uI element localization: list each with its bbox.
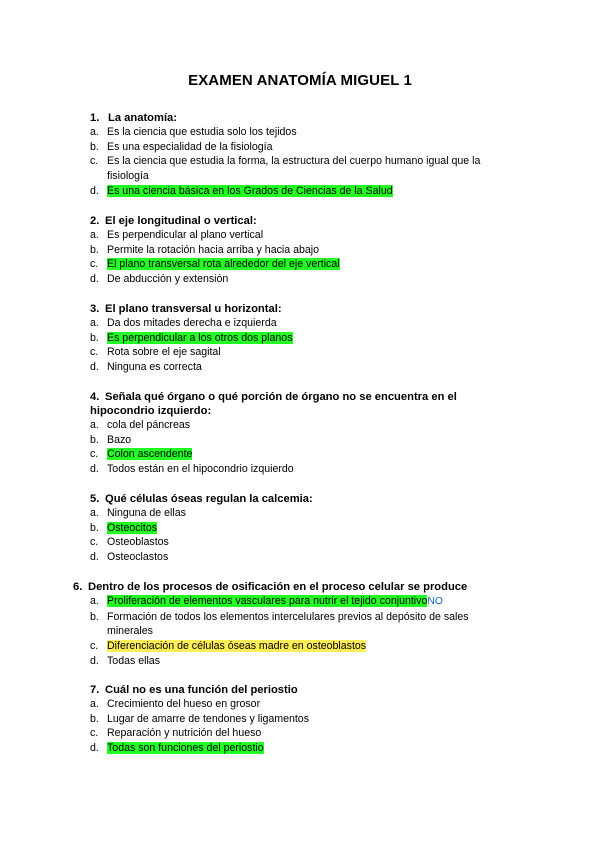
- option-letter: c.: [90, 346, 99, 359]
- question-number: 1.: [90, 112, 100, 124]
- option-c: [0, 257, 502, 272]
- question-text: Cuál no es una función del periostio: [105, 684, 298, 696]
- option-text-correct: Proliferación de elementos vasculares para nutrir el tejido conjuntivo: [107, 595, 428, 607]
- question-text: El plano transversal u horizontal:: [105, 303, 282, 315]
- question-title: [0, 580, 600, 594]
- options-list: [0, 125, 600, 199]
- option-text: De abducción y extensión: [107, 273, 229, 286]
- option-letter: c.: [90, 727, 99, 740]
- question-text: El eje longitudinal o vertical:: [105, 215, 257, 227]
- option-letter: a.: [90, 419, 99, 431]
- option-text: Crecimiento del hueso en grosor: [107, 698, 261, 710]
- option-c: [0, 345, 502, 360]
- option-letter: c.: [90, 536, 99, 549]
- option-b: [0, 521, 502, 536]
- question-title: [0, 111, 600, 125]
- option-letter: b.: [90, 243, 99, 256]
- option-text: Es la ciencia que estudia la forma, la estructura del cuerpo humano igual que la fisiología: [107, 155, 481, 183]
- option-text-correct: Colon ascendente: [107, 448, 193, 461]
- question-number: 5.: [90, 493, 100, 505]
- option-letter: d.: [90, 654, 99, 667]
- option-text: Formación de todos los elementos intercelulares previos al depósito de sales minerales: [107, 610, 469, 638]
- option-letter: a.: [90, 229, 99, 241]
- option-d: [0, 550, 502, 565]
- option-a: [0, 418, 502, 433]
- option-letter: c.: [90, 448, 99, 461]
- option-text: Es la ciencia que estudia solo los tejidos: [107, 126, 297, 138]
- option-letter: d.: [90, 551, 99, 564]
- option-a: [0, 697, 502, 712]
- option-a: [0, 125, 502, 140]
- question-text: Señala qué órgano o qué porción de órgano no se encuentra en el hipocondrio izquierdo:: [90, 391, 457, 417]
- question-1: [0, 111, 600, 199]
- option-text-correct: El plano transversal rota alrededor del eje vertical: [107, 258, 340, 271]
- option-text: Reparación y nutrición del hueso: [107, 727, 262, 740]
- option-letter: c.: [90, 258, 99, 271]
- question-number: 3.: [90, 303, 100, 315]
- option-letter: b.: [90, 433, 99, 446]
- options-list: [0, 697, 600, 756]
- option-b: [0, 243, 502, 258]
- option-letter: d.: [90, 273, 99, 286]
- option-d: [0, 360, 502, 375]
- option-text: Ninguna de ellas: [107, 507, 186, 519]
- option-letter: b.: [90, 712, 99, 725]
- option-b: [0, 433, 502, 448]
- option-c: [0, 447, 502, 462]
- question-title: [0, 302, 600, 316]
- annotation-note: NO: [427, 596, 443, 607]
- question-7: [0, 683, 600, 756]
- option-letter: d.: [90, 184, 99, 197]
- option-letter: a.: [90, 595, 99, 607]
- option-letter: b.: [90, 521, 99, 534]
- option-letter: a.: [90, 126, 99, 138]
- question-text: Qué células óseas regulan la calcemia:: [105, 493, 313, 505]
- option-text: cola del páncreas: [107, 419, 191, 431]
- option-letter: a.: [90, 507, 99, 519]
- option-text: Lugar de amarre de tendones y ligamentos: [107, 712, 309, 725]
- option-c: [0, 726, 502, 741]
- question-6: [0, 580, 600, 669]
- options-list: [0, 594, 600, 669]
- question-title: [0, 683, 600, 697]
- option-letter: b.: [90, 331, 99, 344]
- option-d: [0, 462, 502, 477]
- option-c: [0, 154, 502, 183]
- options-list: [0, 506, 600, 565]
- option-letter: a.: [90, 698, 99, 710]
- option-b: [0, 331, 502, 346]
- question-number: 6.: [73, 581, 83, 593]
- option-a: [0, 228, 502, 243]
- question-5: [0, 492, 600, 565]
- option-text: Todas ellas: [107, 654, 160, 667]
- options-list: [0, 418, 600, 477]
- question-title: [0, 214, 600, 228]
- option-d: [0, 272, 502, 287]
- page-title: EXAMEN ANATOMÍA MIGUEL 1: [188, 72, 412, 89]
- option-text-correct: Osteocitos: [107, 521, 158, 534]
- question-2: [0, 214, 600, 287]
- option-d: [0, 184, 502, 199]
- option-text: Bazo: [107, 433, 132, 446]
- question-number: 7.: [90, 684, 100, 696]
- option-a: [0, 594, 502, 610]
- option-d: [0, 654, 502, 669]
- option-text-correct: Todas son funciones del periostio: [107, 742, 264, 755]
- option-letter: b.: [90, 610, 99, 623]
- option-b: [0, 140, 502, 155]
- question-4: [0, 390, 600, 477]
- question-text: Dentro de los procesos de osificación en el proceso celular se produce: [88, 581, 468, 593]
- option-a: [0, 316, 502, 331]
- option-text: Es perpendicular al plano vertical: [107, 229, 264, 241]
- option-text-correct: Es una ciencia básica en los Grados de Ciencias de la Salud: [107, 184, 393, 197]
- option-letter: b.: [90, 140, 99, 153]
- question-title: [0, 492, 600, 506]
- question-number: 4.: [90, 391, 100, 403]
- option-b: [0, 610, 502, 639]
- options-list: [0, 316, 600, 375]
- option-text: Es una especialidad de la fisiología: [107, 140, 273, 153]
- option-c: [0, 639, 502, 654]
- question-text: La anatomía:: [108, 112, 178, 124]
- option-letter: c.: [90, 640, 99, 653]
- option-text: Rota sobre el eje sagital: [107, 346, 221, 359]
- option-letter: c.: [90, 155, 99, 168]
- option-d: [0, 741, 502, 756]
- option-text: Osteoclastos: [107, 551, 169, 564]
- question-number: 2.: [90, 215, 100, 227]
- option-text: Osteoblastos: [107, 536, 169, 549]
- option-text: Ninguna es correcta: [107, 361, 202, 374]
- option-a: [0, 506, 502, 521]
- option-letter: d.: [90, 463, 99, 476]
- option-text: Da dos mitades derecha e izquierda: [107, 317, 277, 329]
- option-letter: d.: [90, 361, 99, 374]
- option-letter: d.: [90, 742, 99, 755]
- option-text-highlighted: Diferenciación de células óseas madre en osteoblastos: [107, 640, 367, 653]
- options-list: [0, 228, 600, 287]
- option-letter: a.: [90, 317, 99, 329]
- question-title: [0, 390, 600, 418]
- option-text: Permite la rotación hacia arriba y hacia abajo: [107, 243, 319, 256]
- option-b: [0, 712, 502, 727]
- option-text-correct: Es perpendicular a los otros dos planos: [107, 331, 293, 344]
- question-3: [0, 302, 600, 375]
- option-text: Todos están en el hipocondrio izquierdo: [107, 463, 294, 476]
- option-c: [0, 535, 502, 550]
